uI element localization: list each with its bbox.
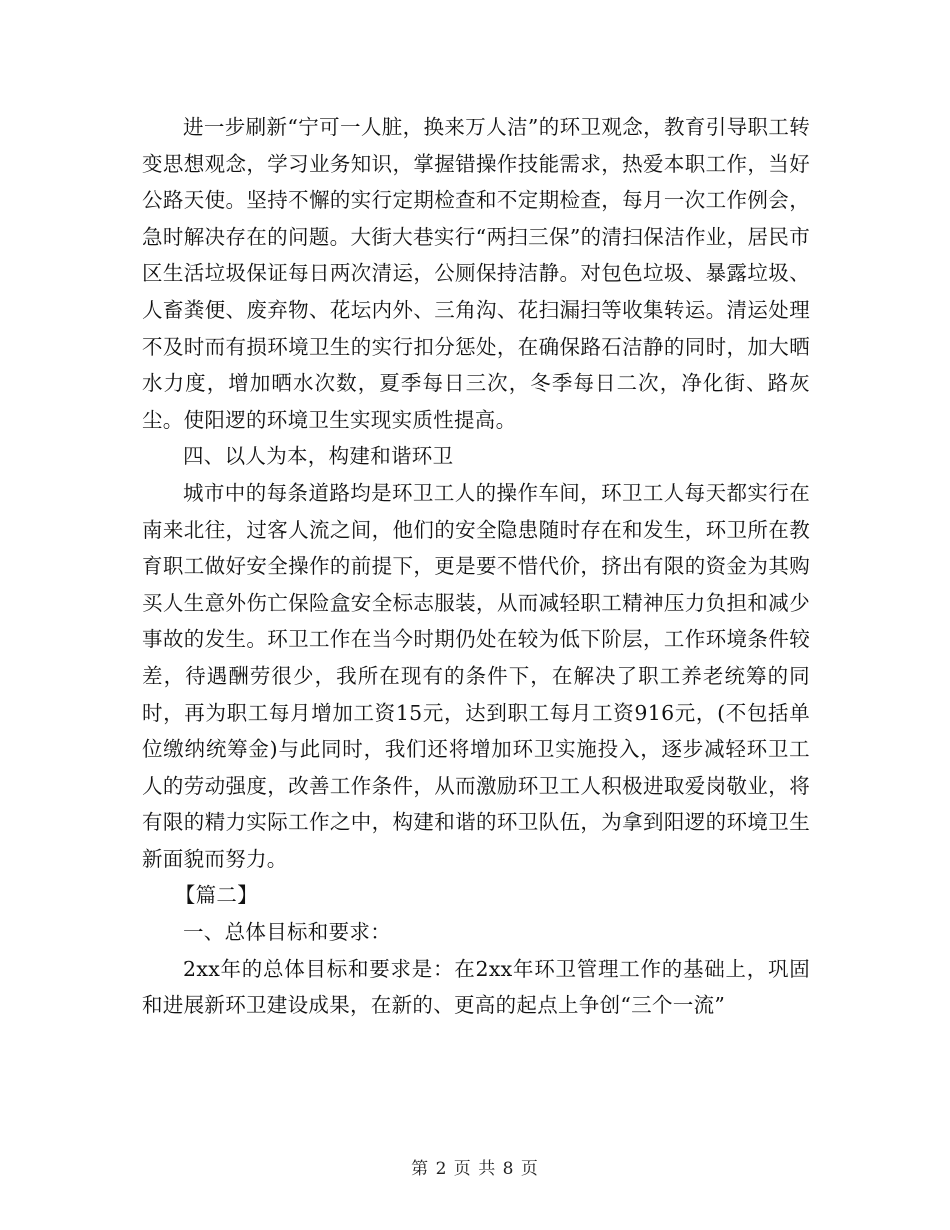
paragraph-worker-safety: 城市中的每条道路均是环卫工人的操作车间，环卫工人每天都实行在南来北往，过客人流之间，他们的安全隐患随时存在和发生，环卫所在教育职工做好安全操作的前提下，更是要不惜代价，挤出有限的资金为其购买人生意外伤亡保险盒安全标志服装，从而减轻职工精神压力负担和减少事故的发生。环卫工作在当今时期仍处在较为低下阶层，工作环境条件较差，待遇酬劳很少，我所在现有的条件下，在解决了职工养老统筹的同时，再为职工每月增加工资15元，达到职工每月工资916元，(不包括单位缴纳统筹金)与此同时，我们还将增加环卫实施投入，逐步减轻环卫工人的劳动强度，改善工作条件，从而激励环卫工人积极进取爱岗敬业，将有限的精力实际工作之中，构建和谐的环卫队伍，为拿到阳逻的环境卫生新面貌而努力。 (142, 480, 810, 871)
page-footer: 第 2 页 共 8 页 (411, 1159, 539, 1179)
paragraph-goals-summary: 2xx年的总体目标和要求是：在2xx年环卫管理工作的基础上，巩固和进展新环卫建设成果，在新的、更高的起点上争创“三个一流” (142, 956, 810, 1018)
heading-section-four: 四、以人为本，构建和谐环卫 (183, 444, 454, 469)
heading-overall-goals: 一、总体目标和要求： (183, 920, 391, 945)
section-two-marker: 【篇二】 (174, 883, 258, 908)
document-body (142, 109, 810, 1024)
paragraph-sanitation-concept: 进一步刷新“宁可一人脏，换来万人洁”的环卫观念，教育引导职工转变思想观念，学习业务知识，掌握错操作技能需求，热爱本职工作，当好公路天使。坚持不懈的实行定期检查和不定期检查，每月一次工作例会，急时解决存在的问题。大街大巷实行“两扫三保”的清扫保洁作业，居民市区生活垃圾保证每日两次清运，公厕保持洁静。对包色垃圾、暴露垃圾、人畜粪便、废弃物、花坛内外、三角沟、花扫漏扫等收集转运。清运处理不及时而有损环境卫生的实行扣分惩处，在确保路石洁静的同时，加大晒水力度，增加晒水次数，夏季每日三次，冬季每日二次，净化街、路灰尘。使阳逻的环境卫生实现实质性提高。 (142, 115, 810, 432)
